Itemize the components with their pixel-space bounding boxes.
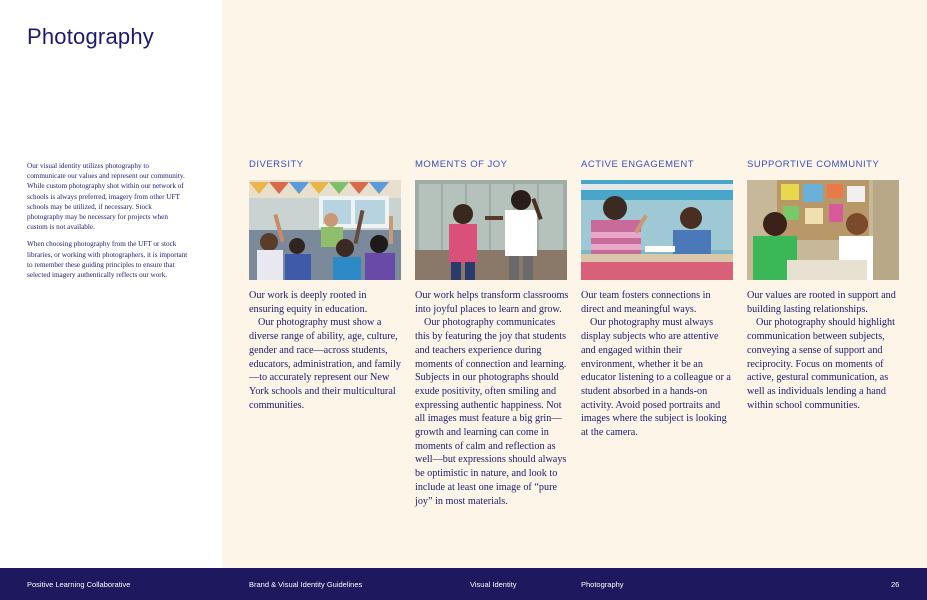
photo-supportive-community <box>747 180 899 280</box>
column-text <box>249 289 403 412</box>
column-paragraph: Our photography must show a diverse range of ability, age, culture, gender and race—across students, educators, administration, and family—to accurately represent our New York schools and their multicultural communities. <box>249 317 401 411</box>
footer-page-number: 26 <box>891 580 900 589</box>
column-paragraph: Our team fosters connections in direct and meaningful ways. <box>581 290 711 315</box>
tutoring-photo <box>581 180 733 280</box>
photo-active-engagement <box>581 180 733 280</box>
community-photo <box>747 180 899 280</box>
column-moments-of-joy <box>415 158 569 508</box>
column-heading: MOMENTS OF JOY <box>415 159 508 170</box>
column-text <box>581 289 735 440</box>
column-paragraph: Our work is deeply rooted in ensuring equity in education. <box>249 290 368 315</box>
column-paragraph: Our work helps transform classrooms into joyful places to learn and grow. <box>415 290 569 315</box>
footer-subsection: Photography <box>581 580 624 589</box>
column-paragraph: Our photography must always display subjects who are attentive and engaged within their environment, whether it be an educator listening to a colleague or a student absorbed in a hands-on activity. Avoid posed portraits and images where the subject is looking at the camera. <box>581 317 731 439</box>
column-diversity <box>249 158 403 412</box>
hallway-photo <box>415 180 567 280</box>
classroom-photo <box>249 180 401 280</box>
column-active-engagement <box>581 158 735 440</box>
photo-diversity <box>249 180 401 280</box>
left-panel <box>0 0 222 568</box>
footer-org: Positive Learning Collaborative <box>27 580 131 589</box>
column-text <box>415 289 569 508</box>
page-title: Photography <box>27 24 154 49</box>
footer <box>0 568 927 600</box>
footer-doc-title: Brand & Visual Identity Guidelines <box>249 580 363 589</box>
column-paragraph: Our photography should highlight communication between subjects, conveying a sense of support and reciprocity. Focus on moments of active, gestural communication, as well as individuals lending a hand within school communities. <box>747 317 895 411</box>
intro-text <box>27 161 189 287</box>
photo-moments-of-joy <box>415 180 567 280</box>
column-supportive-community <box>747 158 901 412</box>
column-heading: SUPPORTIVE COMMUNITY <box>747 159 880 170</box>
column-paragraph: Our photography communicates this by featuring the joy that students and teachers experience during moments of connection and learning. Subjects in our photographs should exude positivity, often smiling and expressing authentic happiness. Not all images must feature a big grin—growth and learning can come in moments of calm and reflection as well—but expressions should always be optimistic in nature, and look to include at least one image of “pure joy” in most materials. <box>415 317 567 507</box>
footer-section: Visual Identity <box>470 580 517 589</box>
column-paragraph: Our values are rooted in support and building lasting relationships. <box>747 290 896 315</box>
column-text <box>747 289 901 412</box>
intro-paragraph: When choosing photography from the UFT or stock libraries, or working with photographers, it is important to remember these guiding principles to ensure that selected imagery authentically reflects our work. <box>27 240 188 280</box>
column-heading: ACTIVE ENGAGEMENT <box>581 159 695 170</box>
intro-paragraph: Our visual identity utilizes photography to communicate our values and represent our community. While custom photography shot within our network of schools is always preferred, imagery from other UFT schools may be utilized, if necessary. Stock photography may be necessary for projects when custom is not available. <box>27 162 185 232</box>
column-heading: DIVERSITY <box>249 159 304 170</box>
